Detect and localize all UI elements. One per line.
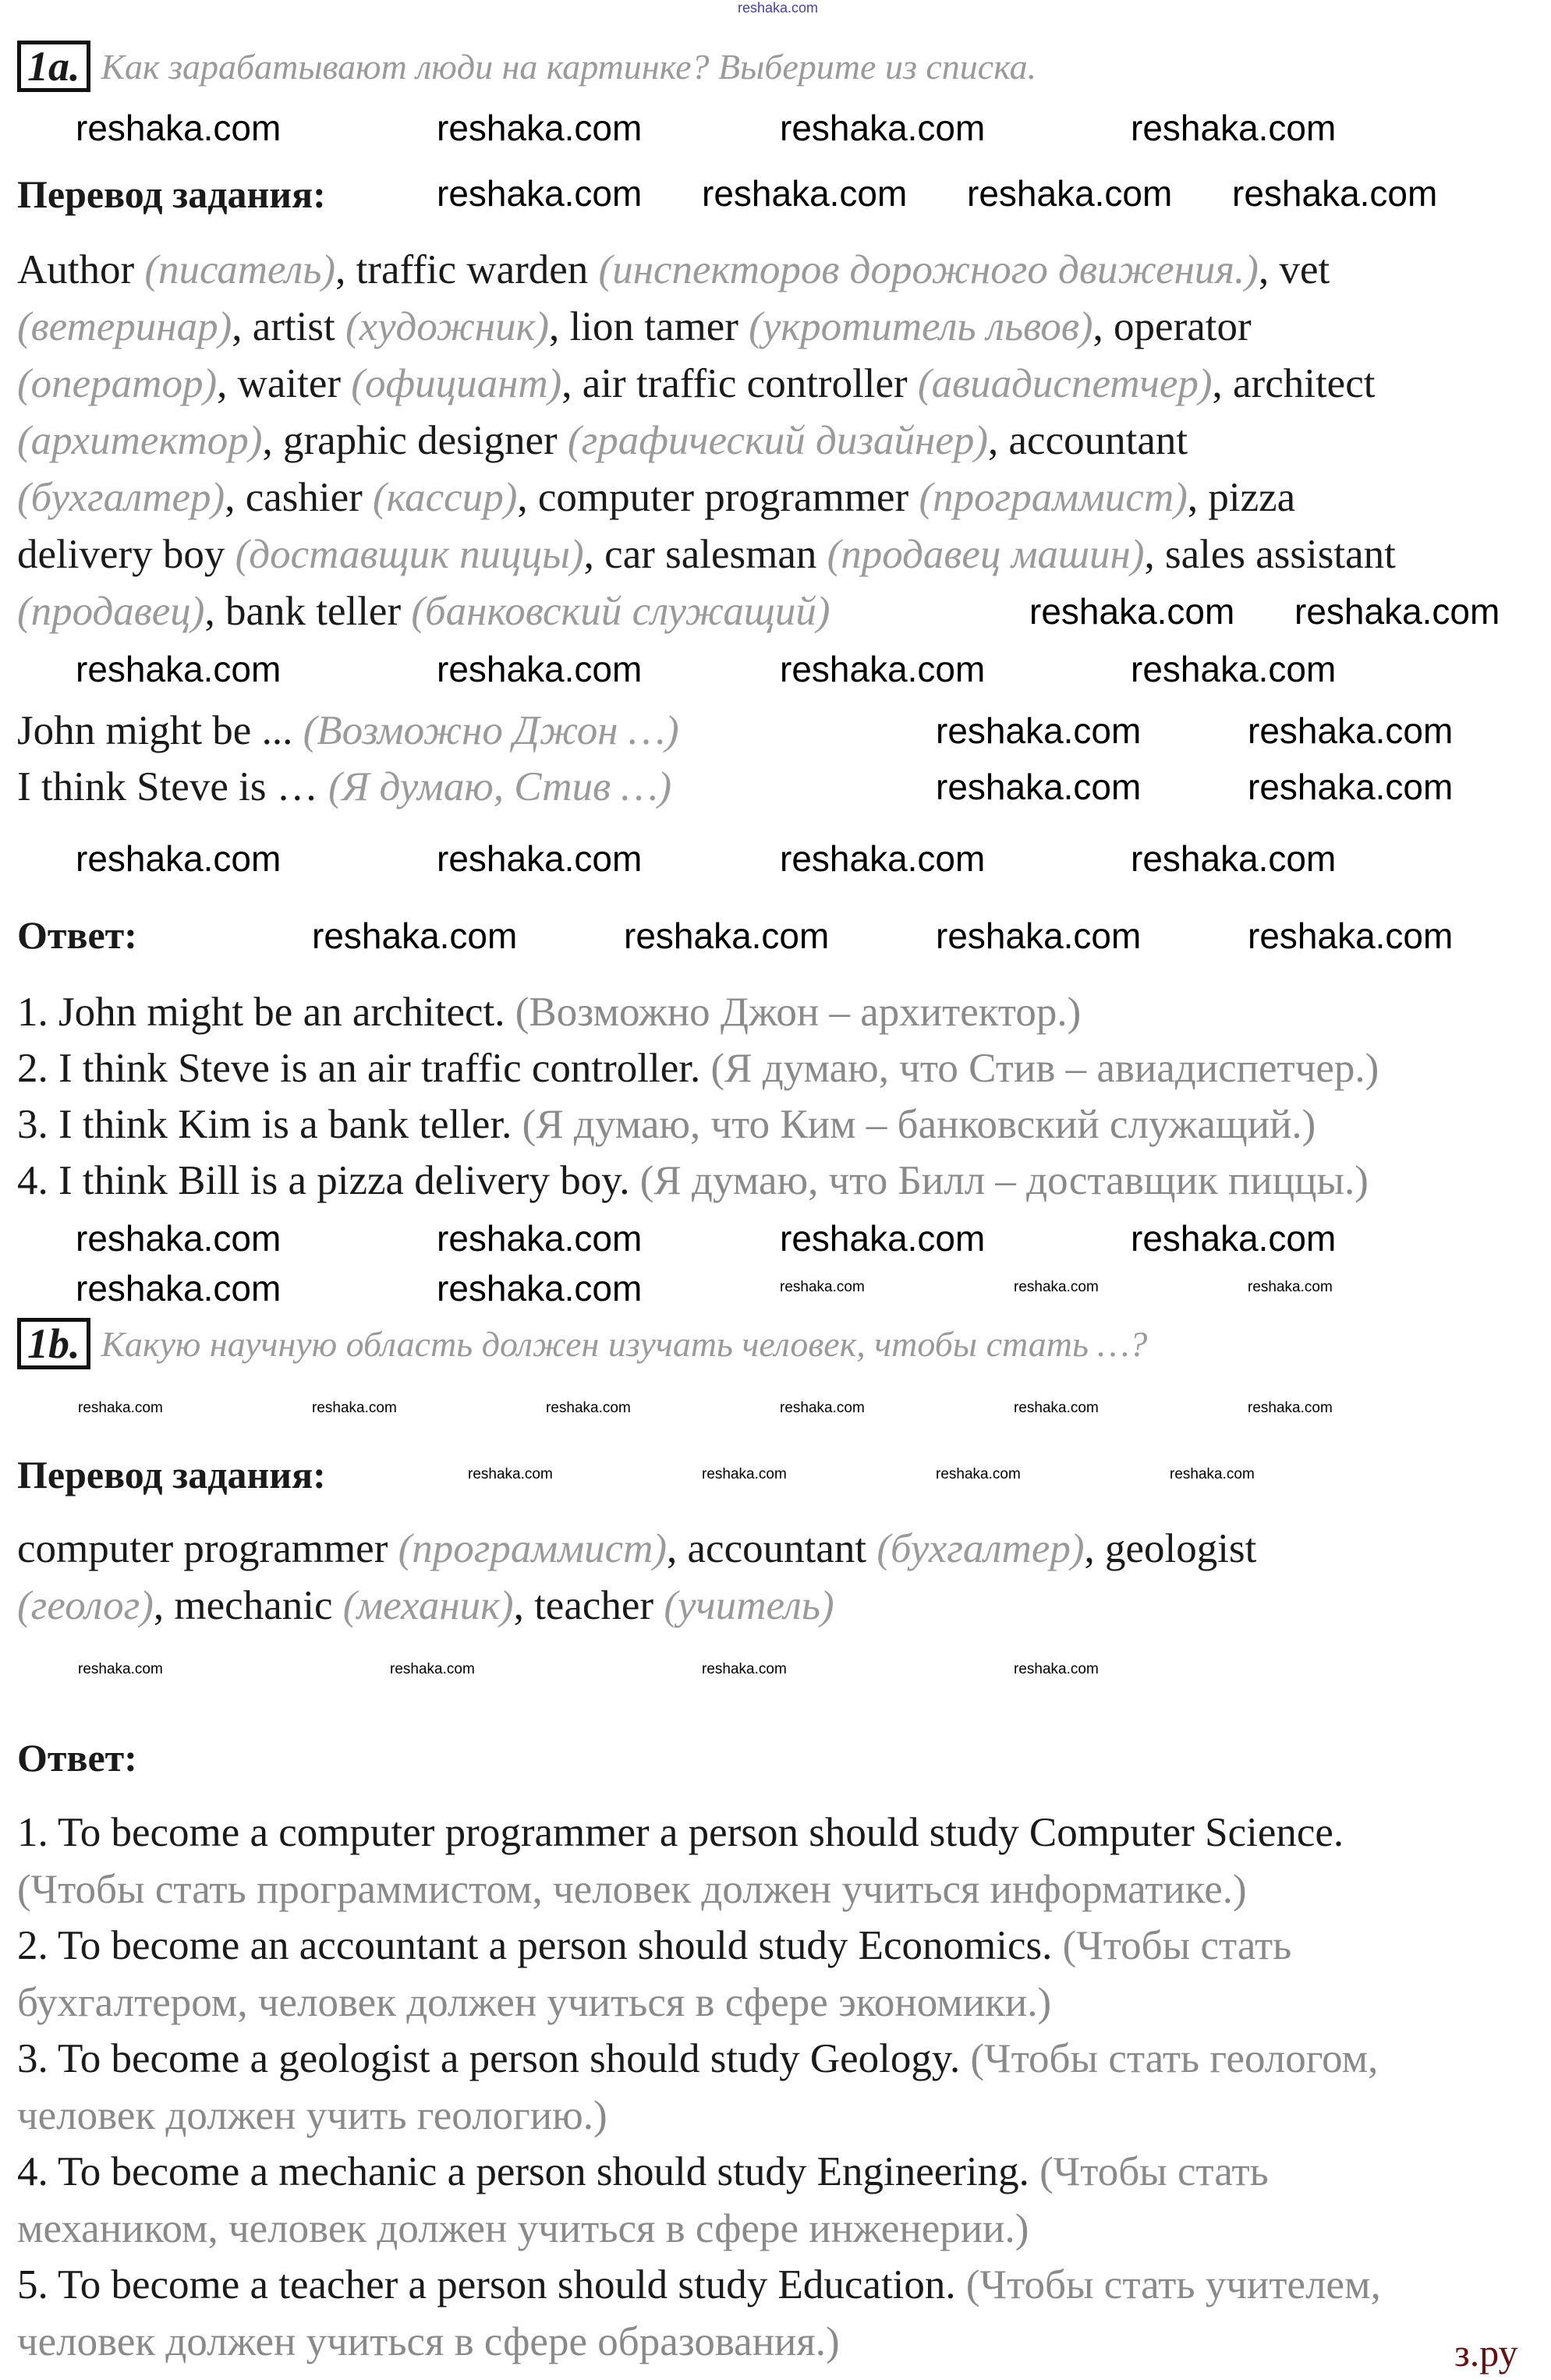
english-text: , graphic designer xyxy=(262,418,568,463)
russian-translation: (механик) xyxy=(342,1583,514,1628)
watermark: reshaka.com xyxy=(468,1466,553,1482)
text-line xyxy=(17,2261,1381,2308)
watermark: reshaka.com xyxy=(780,108,986,148)
watermark: reshaka.com xyxy=(76,838,282,879)
watermark: reshaka.com xyxy=(546,1400,631,1416)
english-text: , cashier xyxy=(225,475,374,520)
watermark: reshaka.com xyxy=(936,710,1142,751)
english-text: 2. To become an accountant a person should study Economics. xyxy=(17,1923,1063,1968)
watermark: reshaka.com xyxy=(1131,108,1337,148)
english-text: , waiter xyxy=(217,361,352,406)
watermark: reshaka.com xyxy=(390,1661,475,1677)
russian-translation: (укротитель львов) xyxy=(749,304,1093,349)
watermark: reshaka.com xyxy=(1029,591,1235,632)
english-text: computer programmer xyxy=(17,1526,398,1571)
watermark: reshaka.com xyxy=(780,1400,865,1416)
english-text: , pizza xyxy=(1187,475,1296,520)
watermark: reshaka.com xyxy=(780,649,986,689)
watermark: reshaka.com xyxy=(1131,838,1337,879)
text-line xyxy=(17,246,1330,293)
english-text: 5. To become a teacher a person should study Education. xyxy=(17,2262,966,2307)
text-line xyxy=(17,2092,607,2139)
english-text: , accountant xyxy=(988,418,1188,463)
russian-translation: человек должен учить геологию.) xyxy=(17,2092,607,2138)
watermark: reshaka.com xyxy=(437,1218,643,1259)
russian-translation: (Чтобы стать геологом, xyxy=(970,2036,1379,2081)
watermark: reshaka.com xyxy=(76,108,282,148)
answer-heading: Ответ: xyxy=(17,913,137,957)
english-text: 2. I think Steve is an air traffic controller. xyxy=(17,1046,711,1091)
watermark: reshaka.com xyxy=(78,1661,163,1677)
watermark: reshaka.com xyxy=(437,649,643,689)
russian-translation: (доставщик пиццы) xyxy=(235,532,584,577)
text-line xyxy=(17,1979,1051,2026)
watermark: reshaka.com xyxy=(76,1268,282,1309)
text-line xyxy=(17,2148,1269,2195)
text-line xyxy=(17,1809,1344,1856)
russian-translation: (продавец) xyxy=(17,589,205,634)
text-line xyxy=(17,2318,840,2365)
watermark: reshaka.com xyxy=(437,1268,643,1309)
russian-translation: (писатель) xyxy=(144,247,336,292)
english-text: , artist xyxy=(232,304,345,349)
english-text: , bank teller xyxy=(204,589,412,634)
text-line xyxy=(17,763,671,810)
text-line xyxy=(17,303,1252,350)
watermark: reshaka.com xyxy=(312,916,518,956)
watermark: reshaka.com xyxy=(1170,1466,1255,1482)
english-text: 1. To become a computer programmer a person should study Computer Science. xyxy=(17,1810,1344,1855)
watermark: reshaka.com xyxy=(1248,767,1454,807)
text-line xyxy=(17,707,679,754)
translation-heading: Перевод задания: xyxy=(17,1453,326,1496)
russian-translation: (продавец машин) xyxy=(827,532,1145,577)
english-text: , geologist xyxy=(1084,1526,1257,1571)
english-text: , mechanic xyxy=(153,1583,343,1628)
watermark: reshaka.com xyxy=(936,1466,1021,1482)
watermark: reshaka.com xyxy=(1131,1218,1337,1259)
english-text: , teacher xyxy=(513,1583,664,1628)
english-text: , lion tamer xyxy=(549,304,749,349)
russian-translation: (Я думаю, что Стив – авиадиспетчер.) xyxy=(710,1046,1379,1091)
english-text: , traffic warden xyxy=(335,247,599,292)
russian-translation: (кассир) xyxy=(373,475,518,520)
text-line xyxy=(17,417,1188,464)
watermark: reshaka.com xyxy=(1014,1400,1099,1416)
text-line xyxy=(17,531,1396,578)
text-line xyxy=(17,1525,1256,1572)
text-line xyxy=(17,989,1081,1036)
watermark: reshaka.com xyxy=(312,1400,397,1416)
russian-translation: (художник) xyxy=(345,304,550,349)
corner-fragment: з.ру xyxy=(1454,2331,1518,2375)
text-line xyxy=(17,2205,1029,2252)
russian-translation: (Чтобы стать xyxy=(1039,2149,1269,2194)
task-number-badge: 1a. xyxy=(17,41,90,92)
text-line xyxy=(17,1922,1291,1969)
watermark: reshaka.com xyxy=(936,767,1142,807)
russian-translation: (Возможно Джон – архитектор.) xyxy=(515,990,1082,1035)
russian-translation: (банковский служащий) xyxy=(411,589,830,634)
english-text: , car salesman xyxy=(583,532,827,577)
english-text: 3. I think Kim is a bank teller. xyxy=(17,1102,522,1147)
russian-translation: (бухгалтер) xyxy=(17,475,225,520)
text-line xyxy=(17,588,830,635)
english-text: Author xyxy=(17,247,145,292)
english-text: , sales assistant xyxy=(1144,532,1396,577)
watermark: reshaka.com xyxy=(780,1218,986,1259)
watermark: reshaka.com xyxy=(1248,1279,1333,1295)
english-text: delivery boy xyxy=(17,532,235,577)
watermark: reshaka.com xyxy=(702,1661,787,1677)
english-text: , vet xyxy=(1258,247,1330,292)
english-text: , architect xyxy=(1212,361,1376,406)
text-line xyxy=(17,1101,1316,1148)
watermark: reshaka.com xyxy=(1248,710,1454,751)
russian-translation: (программист) xyxy=(398,1526,667,1571)
russian-translation: (авиадиспетчер) xyxy=(917,361,1213,406)
watermark: reshaka.com xyxy=(936,916,1142,956)
russian-translation: (инспекторов дорожного движения.) xyxy=(598,247,1259,292)
russian-translation: (бухгалтер) xyxy=(876,1526,1085,1571)
watermark: reshaka.com xyxy=(1131,649,1337,689)
text-line xyxy=(17,1157,1369,1204)
watermark: reshaka.com xyxy=(437,838,643,879)
watermark: reshaka.com xyxy=(702,173,908,214)
russian-translation: человек должен учиться в сфере образования.) xyxy=(17,2318,840,2364)
russian-translation: бухгалтером, человек должен учиться в сфере экономики.) xyxy=(17,1979,1052,2025)
russian-translation: (Возможно Джон …) xyxy=(303,708,679,753)
task-question: Какую научную область должен изучать человек, чтобы стать …? xyxy=(101,1323,1148,1364)
english-text: , computer programmer xyxy=(517,475,919,520)
russian-translation: (Я думаю, что Ким – банковский служащий.) xyxy=(522,1102,1316,1147)
watermark: reshaka.com xyxy=(1014,1279,1099,1295)
english-text: I think Steve is … xyxy=(17,764,328,809)
russian-translation: (ветеринар) xyxy=(17,304,232,349)
watermark: reshaka.com xyxy=(1014,1661,1099,1677)
text-line xyxy=(17,474,1295,521)
russian-translation: (графический дизайнер) xyxy=(567,418,989,463)
russian-translation: (оператор) xyxy=(17,361,218,406)
watermark: reshaka.com xyxy=(437,173,643,214)
watermark: reshaka.com xyxy=(1294,591,1500,632)
task-1b-header xyxy=(17,1318,1147,1369)
answer-heading: Ответ: xyxy=(17,1736,137,1780)
text-line xyxy=(17,360,1375,407)
watermark: reshaka.com xyxy=(702,1466,787,1482)
russian-translation: (Чтобы стать учителем, xyxy=(965,2262,1381,2307)
russian-translation: механиком, человек должен учиться в сфере инженерии.) xyxy=(17,2205,1029,2251)
watermark: reshaka.com xyxy=(78,1400,163,1416)
watermark: reshaka.com xyxy=(738,0,819,16)
task-number-badge: 1b. xyxy=(17,1318,90,1369)
english-text: 4. To become a mechanic a person should study Engineering. xyxy=(17,2149,1040,2194)
english-text: 1. John might be an architect. xyxy=(17,990,515,1035)
russian-translation: (программист) xyxy=(919,475,1188,520)
watermark: reshaka.com xyxy=(624,916,830,956)
watermark: reshaka.com xyxy=(1248,1400,1333,1416)
watermark: reshaka.com xyxy=(76,1218,282,1259)
russian-translation: (учитель) xyxy=(664,1583,834,1628)
english-text: 3. To become a geologist a person should study Geology. xyxy=(17,2036,971,2081)
watermark: reshaka.com xyxy=(437,108,643,148)
watermark: reshaka.com xyxy=(76,649,282,689)
english-text: , operator xyxy=(1092,304,1252,349)
watermark: reshaka.com xyxy=(1248,916,1454,956)
english-text: John might be ... xyxy=(17,708,303,753)
russian-translation: (Я думаю, что Билл – доставщик пиццы.) xyxy=(639,1158,1369,1203)
russian-translation: (Чтобы стать xyxy=(1062,1923,1292,1968)
russian-translation: (официант) xyxy=(351,361,562,406)
task-question: Как зарабатывают люди на картинке? Выберите из списка. xyxy=(101,46,1037,87)
text-line xyxy=(17,1582,834,1629)
task-1a-header xyxy=(17,41,1036,92)
translation-heading: Перевод задания: xyxy=(17,172,326,216)
watermark: reshaka.com xyxy=(780,838,986,879)
text-line xyxy=(17,2035,1378,2082)
english-text: , air traffic controller xyxy=(561,361,918,406)
russian-translation: (геолог) xyxy=(17,1583,154,1628)
watermark: reshaka.com xyxy=(780,1279,865,1295)
watermark: reshaka.com xyxy=(1232,173,1438,214)
english-text: 4. I think Bill is a pizza delivery boy. xyxy=(17,1158,640,1203)
russian-translation: (архитектор) xyxy=(17,418,263,463)
watermark: reshaka.com xyxy=(967,173,1173,214)
english-text: , accountant xyxy=(667,1526,877,1571)
text-line xyxy=(17,1866,1247,1913)
text-line xyxy=(17,1045,1379,1092)
russian-translation: (Чтобы стать программистом, человек должен учиться информатике.) xyxy=(17,1866,1247,1912)
russian-translation: (Я думаю, Стив …) xyxy=(328,764,672,809)
